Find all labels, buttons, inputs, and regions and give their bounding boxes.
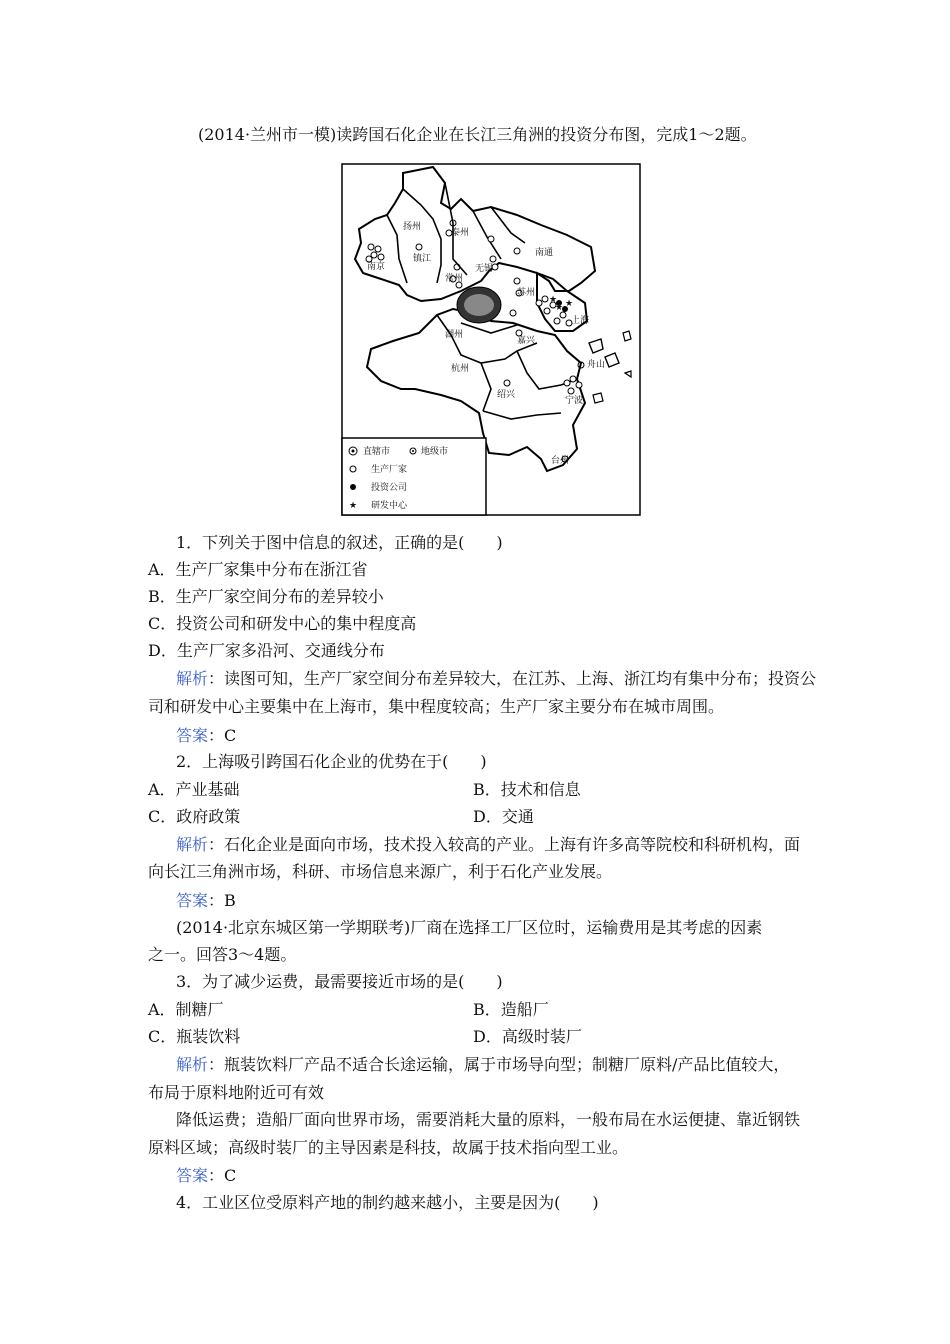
map-label-wuxi: 无锡 bbox=[475, 264, 494, 274]
legend-research: 研发中心 bbox=[371, 501, 408, 511]
map-label-zhenjiang: 镇江 bbox=[413, 254, 432, 264]
svg-text:★: ★ bbox=[555, 303, 564, 313]
petrochemical-investment-map bbox=[341, 163, 641, 516]
q1-analysis-line2: 司和研发中心主要集中在上海市，集中程度较高；生产厂家主要分布在城市周围。 bbox=[148, 697, 725, 716]
q3-analysis-line2: 布局于原料地附近可有效 bbox=[148, 1083, 325, 1102]
legend-investment: 投资公司 bbox=[371, 483, 408, 493]
map-label-shaoxing: 绍兴 bbox=[497, 390, 516, 400]
q4-stem: 4．工业区位受原料产地的制约越来越小，主要是因为( ) bbox=[176, 1193, 599, 1212]
intro-q3-4-line1: (2014·北京东城区第一学期联考)厂商在选择工厂区位时，运输费用是其考虑的因素 bbox=[176, 918, 763, 937]
intro-q1-2: (2014·兰州市一模)读跨国石化企业在长江三角洲的投资分布图，完成1～2题。 bbox=[198, 125, 757, 144]
q1-analysis-line1: 解析：读图可知，生产厂家空间分布差异较大，在江苏、上海、浙江均有集中分布；投资公 bbox=[176, 669, 817, 688]
q2-option-c: C．政府政策 bbox=[148, 807, 241, 826]
map-label-shanghai: 上海 bbox=[571, 316, 590, 326]
svg-text:★: ★ bbox=[565, 299, 574, 309]
map-label-yangzhou: 扬州 bbox=[403, 222, 422, 232]
q1-option-b: B．生产厂家空间分布的差异较小 bbox=[148, 587, 384, 606]
legend-municipality: 直辖市 bbox=[363, 447, 391, 457]
q3-option-b: B．造船厂 bbox=[473, 1000, 549, 1019]
q3-option-c: C．瓶装饮料 bbox=[148, 1027, 241, 1046]
map-label-hangzhou: 杭州 bbox=[451, 364, 470, 374]
map-svg bbox=[341, 163, 641, 516]
q1-stem: 1．下列关于图中信息的叙述，正确的是( ) bbox=[176, 533, 503, 552]
q2-stem: 2．上海吸引跨国石化企业的优势在于( ) bbox=[176, 752, 487, 771]
map-label-taizhou-zj: 台州 bbox=[551, 456, 570, 466]
q3-stem: 3．为了减少运费，最需要接近市场的是( ) bbox=[176, 972, 503, 991]
q1-analysis-label: 解析 bbox=[176, 669, 209, 688]
q2-analysis-line2: 向长江三角洲市场，科研、市场信息来源广，利于石化产业发展。 bbox=[148, 862, 613, 881]
q1-answer: 答案：C bbox=[176, 726, 237, 745]
svg-text:★: ★ bbox=[349, 501, 358, 511]
q3-analysis-line1: 解析：瓶装饮料厂产品不适合长途运输，属于市场导向型；制糖厂原料/产品比值较大， bbox=[176, 1055, 790, 1074]
map-label-zhoushan: 舟山 bbox=[587, 360, 606, 370]
svg-text:★: ★ bbox=[549, 295, 558, 305]
q3-analysis-line3: 降低运费；造船厂面向世界市场，需要消耗大量的原料，一般布局在水运便捷、靠近钢铁 bbox=[176, 1110, 801, 1129]
q2-option-a: A．产业基础 bbox=[148, 780, 240, 799]
legend-factory: 生产厂家 bbox=[371, 465, 408, 475]
q3-option-a: A．制糖厂 bbox=[148, 1000, 224, 1019]
intro-q3-4-line2: 之一。回答3～4题。 bbox=[148, 945, 297, 964]
q2-option-b: B．技术和信息 bbox=[473, 780, 581, 799]
map-label-jiaxing: 嘉兴 bbox=[517, 336, 536, 346]
map-label-ningbo: 宁波 bbox=[565, 396, 584, 406]
q2-answer: 答案：B bbox=[176, 891, 236, 910]
map-label-taizhou-js: 泰州 bbox=[451, 228, 470, 238]
q1-option-d: D．生产厂家多沿河、交通线分布 bbox=[148, 641, 385, 660]
q1-option-c: C．投资公司和研发中心的集中程度高 bbox=[148, 614, 417, 633]
q2-analysis-line1: 解析：石化企业是面向市场，技术投入较高的产业。上海有许多高等院校和科研机构，面 bbox=[176, 835, 801, 854]
map-label-nantong: 南通 bbox=[535, 248, 554, 258]
map-label-suzhou: 苏州 bbox=[517, 288, 536, 298]
map-label-huzhou: 湖州 bbox=[445, 330, 464, 340]
q3-answer: 答案：C bbox=[176, 1166, 237, 1185]
map-label-nanjing: 南京 bbox=[367, 262, 386, 272]
map-label-changzhou: 常州 bbox=[445, 274, 464, 284]
q3-option-d: D．高级时装厂 bbox=[473, 1027, 582, 1046]
q2-option-d: D．交通 bbox=[473, 807, 534, 826]
q3-analysis-line4: 原料区域；高级时装厂的主导因素是科技，故属于技术指向型工业。 bbox=[148, 1138, 629, 1157]
q1-option-a: A．生产厂家集中分布在浙江省 bbox=[148, 560, 368, 579]
legend-prefecture: 地级市 bbox=[421, 447, 449, 457]
